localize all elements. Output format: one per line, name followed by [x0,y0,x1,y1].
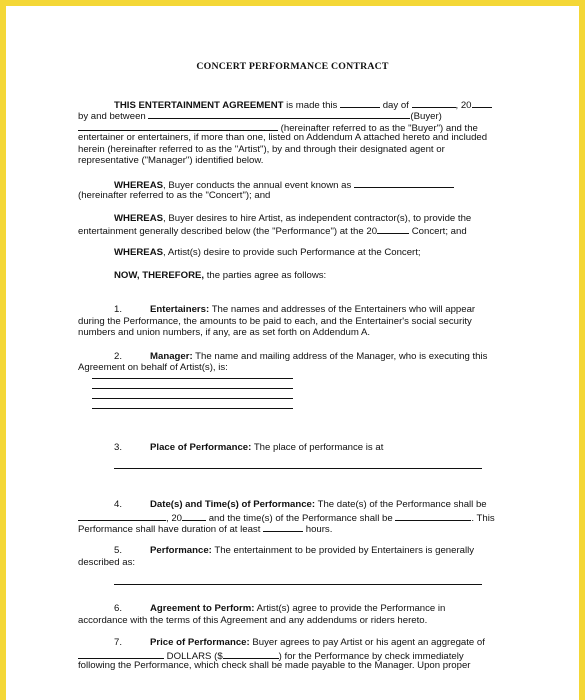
whereas3-label: WHEREAS [114,247,164,258]
s5-text: The entertainment to be provided by Entertainers is generally [214,545,475,556]
now-therefore-text: the parties agree as follows: [206,270,327,281]
price-words-blank[interactable] [78,649,164,659]
performance-time-blank[interactable] [395,511,471,521]
buyer-label: (Buyer) [410,111,442,122]
s2-heading: Manager: [150,351,193,362]
s4-line2c: . This [471,513,495,524]
s4-line3b: hours. [305,524,333,535]
s5-num: 5. [114,545,123,556]
whereas2-label: WHEREAS [114,213,164,224]
s1-text: The names and addresses of the Entertainers who will appear [211,304,476,315]
s4-year-prefix: , 20 [166,513,183,524]
document-page [6,6,579,700]
s3-line-1 [150,442,383,454]
manager-line-3[interactable] [92,398,293,399]
s1-line-3: numbers and union numbers, if any, are as set forth on Addendum A. [78,327,371,338]
artist-name-blank[interactable] [78,121,278,131]
s5-heading: Performance: [150,545,212,556]
s6-text: Artist(s) agree to provide the Performance in [256,603,446,614]
s3-num: 3. [114,442,123,453]
performance-date-blank[interactable] [78,511,166,521]
s6-line-1 [150,603,445,615]
day-blank[interactable] [340,98,380,108]
whereas3-text: , Artist(s) desire to provide such Performance at the Concert; [163,247,421,258]
s2-text: The name and mailing address of the Manager, who is executing this [195,351,488,362]
s2-num: 2. [114,351,123,362]
whereas2-line-1 [114,213,471,225]
s4-text: The date(s) of the Performance shall be [317,499,487,510]
s6-line-2: accordance with the terms of this Agreement and any addendums or riders hereto. [78,615,428,626]
performance-year-blank[interactable] [182,511,206,521]
s7-line2b: ) for the Performance by check immediately [278,651,464,662]
s4-num: 4. [114,499,123,510]
s7-line-3: following the Performance, which check shall be made payable to the Manager. Upon proper [78,660,471,671]
s1-line-1 [150,304,475,316]
s7-num: 7. [114,637,123,648]
whereas2-line2a: entertainment generally described below (the "Performance") at the 20 [78,226,378,237]
whereas1-label: WHEREAS [114,180,164,191]
place-blank-line[interactable] [114,468,482,469]
made-this-text: is made this [286,100,338,111]
s5-line-2: described as: [78,557,136,568]
s3-text: The place of performance is at [253,442,384,453]
intro-line-4: entertainer or entertainers, if more than one, listed on Addendum A attached hereto and included [78,132,488,143]
s4-line2b: and the time(s) of the Performance shall be [208,513,393,524]
s7-line-1 [150,637,485,649]
duration-blank[interactable] [263,522,303,532]
price-amount-blank[interactable] [223,649,279,659]
concert-year-blank[interactable] [377,224,409,234]
s6-num: 6. [114,603,123,614]
s7-text: Buyer agrees to pay Artist or his agent an aggregate of [252,637,485,648]
s2-line-1 [150,351,487,363]
manager-line-1[interactable] [92,378,293,379]
s6-heading: Agreement to Perform: [150,603,255,614]
by-and-between-text: by and between [78,111,146,122]
s5-line-1 [150,545,474,557]
whereas1-text: , Buyer conducts the annual event known as [163,180,352,191]
artist-ref-text: (hereinafter referred to as the "Buyer") and the [280,123,478,134]
buyer-name-blank[interactable] [148,109,410,119]
now-therefore-label: NOW, THEREFORE, [114,270,205,281]
year-blank[interactable] [472,98,492,108]
s3-heading: Place of Performance: [150,442,252,453]
performance-description-line[interactable] [114,584,482,585]
s2-line-2: Agreement on behalf of Artist(s), is: [78,362,228,373]
s4-line3a: Performance shall have duration of at least [78,524,261,535]
now-therefore-line [114,270,326,282]
s4-line-1 [150,499,487,511]
whereas2-text: , Buyer desires to hire Artist, as independent contractor(s), to provide the [163,213,472,224]
whereas2-line-2 [78,224,467,238]
whereas1-line-2: (hereinafter referred to as the "Concert"); and [78,190,271,201]
whereas2-line2b: Concert; and [411,226,467,237]
s7-heading: Price of Performance: [150,637,250,648]
s1-heading: Entertainers: [150,304,210,315]
agreement-label: THIS ENTERTAINMENT AGREEMENT [114,100,284,111]
month-blank[interactable] [412,98,456,108]
manager-line-2[interactable] [92,388,293,389]
day-of-text: day of [382,100,409,111]
s1-line-2: during the Performance, the amounts to be paid to each, and the Entertainer's social security [78,316,472,327]
intro-line-6: representative ("Manager") identified below. [78,155,264,166]
year-prefix: , 20 [455,100,472,111]
s4-heading: Date(s) and Time(s) of Performance: [150,499,316,510]
event-name-blank[interactable] [354,178,454,188]
document-title: CONCERT PERFORMANCE CONTRACT [196,61,389,72]
s7-dollars-label: DOLLARS ($ [166,651,223,662]
intro-line-5: herein (hereinafter referred to as the "Artist"), by and through their designated agent or [78,144,445,155]
whereas3-line-1 [114,247,421,259]
page-bottom-fade [6,678,579,700]
s4-line-3 [78,522,332,536]
s1-num: 1. [114,304,123,315]
manager-line-4[interactable] [92,408,293,409]
